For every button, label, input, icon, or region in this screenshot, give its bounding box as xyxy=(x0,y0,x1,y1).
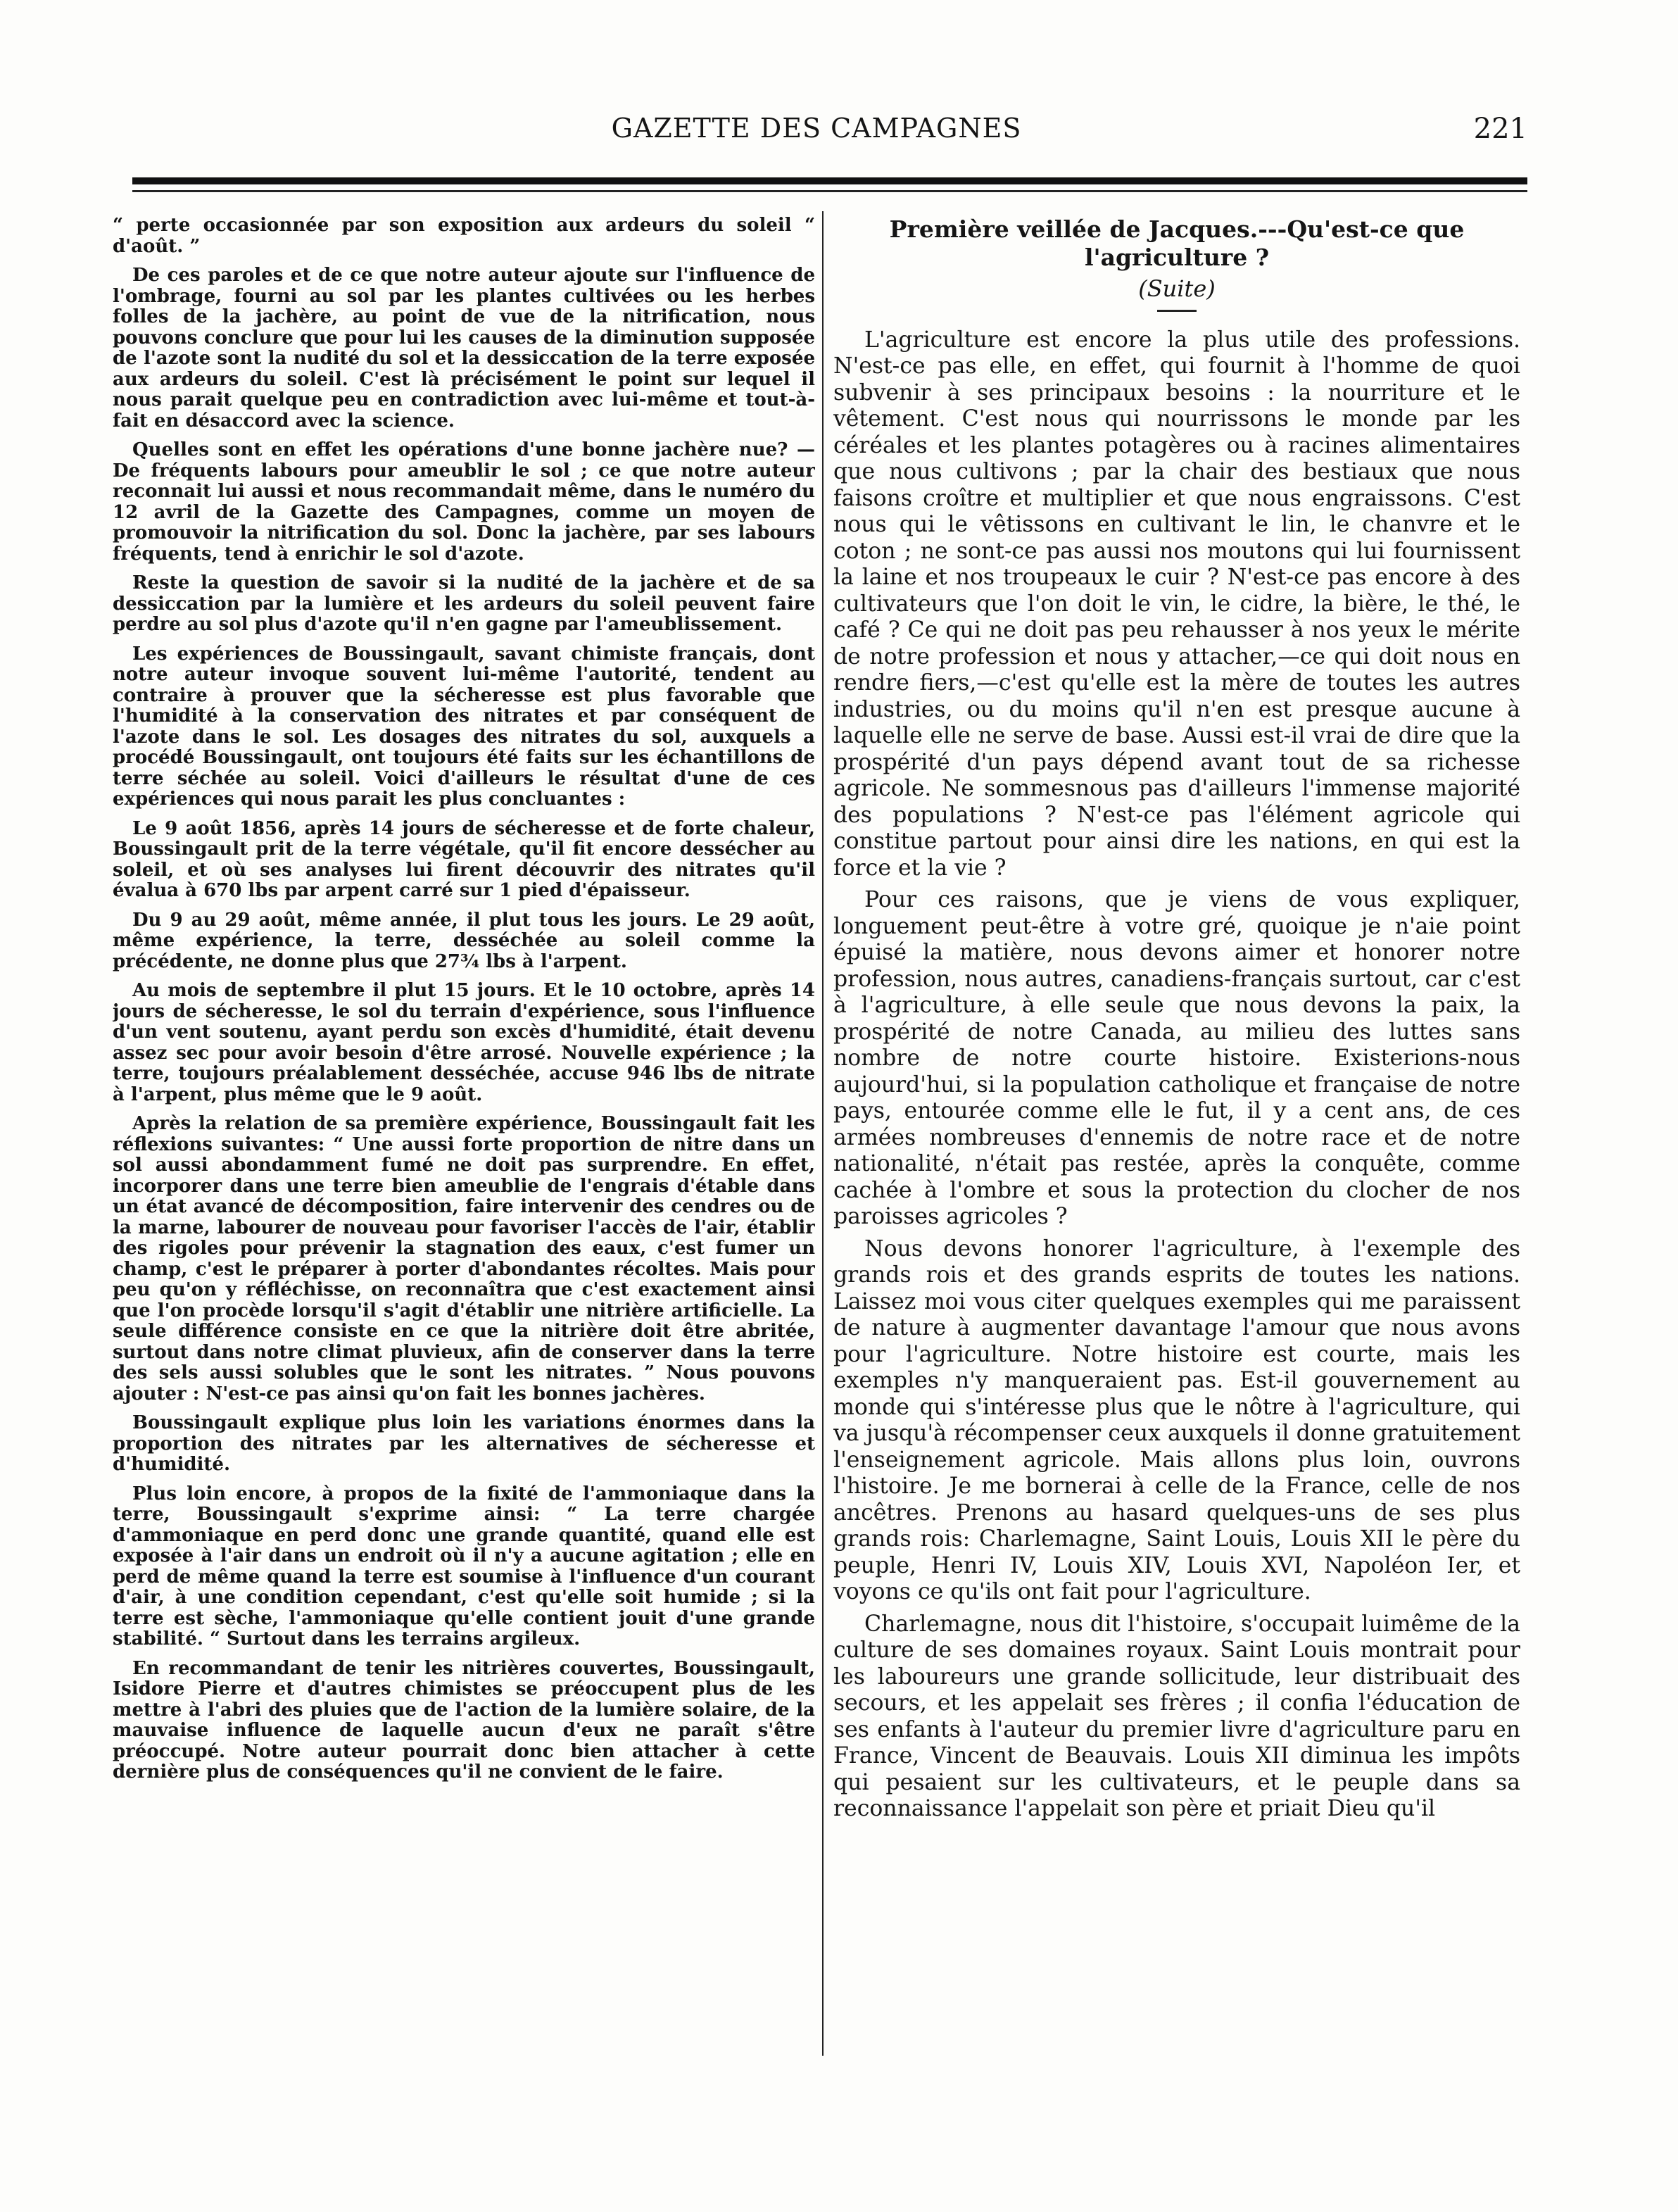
right-column xyxy=(833,215,1520,2187)
left-paragraph: Boussingault explique plus loin les variations énormes dans la proportion des nitrates par les alternatives de sécheresse et d'humidité. xyxy=(113,1412,815,1475)
left-paragraph: Du 9 au 29 août, même année, il plut tous les jours. Le 29 août, même expérience, la terre, desséchée au soleil comme la précédente, ne donne plus que 27¾ lbs à l'arpent. xyxy=(113,909,815,972)
right-paragraph: Pour ces raisons, que je viens de vous expliquer, longuement peut-être à votre gré, quoique je n'aie point épuisé la matière, nous devons aimer et honorer notre profession, nous autres, canadiens-français surtout, car c'est à l'agriculture, à elle seule que nous devons la paix, la prospérité de notre Canada, au milieu des luttes sans nombre de notre courte histoire. Existerions-nous aujourd'hui, si la population catholique et française de notre pays, entourée comme elle le fut, il y a cent ans, de ces armées nombreuses d'ennemis de notre race et de notre nationalité, n'était pas restée, après la conquête, comme cachée à l'ombre et sous la protection du clocher de nos paroisses agricoles ? xyxy=(833,887,1520,1229)
left-paragraph: Au mois de septembre il plut 15 jours. Et le 10 octobre, après 14 jours de sécheresse, le sol du terrain d'expérience, sous l'influence d'un vent soutenu, ayant perdu son excès d'humidité, était devenu assez sec pour avoir besoin d'être arrosé. Nouvelle expérience ; la terre, toujours préalablement desséchée, accuse 946 lbs de nitrate à l'arpent, plus même que le 9 août. xyxy=(113,980,815,1105)
left-paragraph: Les expériences de Boussingault, savant chimiste français, dont notre auteur invoque souvent lui-même l'autorité, tendent au contraire à prouver que la sécheresse est plus favorable que l'humidité à la conservation des nitrates et par conséquent de l'azote dans le sol. Les dosages des nitrates du sol, auxquels a procédé Boussingault, ont toujours été faits sur les échantillons de terre séchée au soleil. Voici d'ailleurs le résultat d'une de ces expériences qui nous parait les plus concluantes : xyxy=(113,643,815,810)
left-paragraph: Le 9 août 1856, après 14 jours de sécheresse et de forte chaleur, Boussingault prit de la terre végétale, qu'il fit encore dessécher au soleil, et où ses analyses lui firent découvrir des nitrates qu'il évalua à 670 lbs par arpent carré sur 1 pied d'épaisseur. xyxy=(113,817,815,901)
left-paragraph: “ perte occasionnée par son exposition aux ardeurs du soleil “ d'août. ” xyxy=(113,215,815,257)
article-subtitle: (Suite) xyxy=(1138,275,1216,302)
article-title: Première veillée de Jacques.---Qu'est-ce que l'agriculture ? xyxy=(889,215,1465,271)
left-paragraph: En recommandant de tenir les nitrières couvertes, Boussingault, Isidore Pierre et d'autres chimistes se préoccupent plus de les mettre à l'abri des pluies que de l'action de la lumière solaire, de la mauvaise influence de laquelle aucun d'eux ne paraît s'être préoccupé. Notre auteur pourrait donc bien attacher à cette dernière plus de conséquences qu'il ne convient de le faire. xyxy=(113,1657,815,1783)
left-paragraph: Reste la question de savoir si la nudité de la jachère et de sa dessiccation par la lumière et les ardeurs du soleil peuvent faire perdre au sol plus d'azote qu'il n'en gagne par l'ameublissement. xyxy=(113,572,815,635)
right-paragraph: Charlemagne, nous dit l'histoire, s'occupait luimême de la culture de ses domaines royaux. Saint Louis montrait pour les laboureurs une grande sollicitude, leur distribuait des secours, et les appelait ses frères ; il confia l'éducation de ses enfants à l'auteur du premier livre d'agriculture paru en France, Vincent de Beauvais. Louis XII diminua les impôts qui pesaient sur les cultivateurs, et le peuple dans sa reconnaissance l'appelait son père et priait Dieu qu'il xyxy=(833,1611,1520,1821)
left-paragraph: De ces paroles et de ce que notre auteur ajoute sur l'influence de l'ombrage, fourni au sol par les plantes cultivées ou les herbes folles de la jachère, au point de vue de la nitrification, nous pouvons conclure que pour lui les causes de la diminution supposée de l'azote sont la nudité du sol et la dessiccation de la terre exposée aux ardeurs du soleil. C'est là précisément le point sur lequel il nous parait quelque peu en contradiction avec lui-même et tout-à-fait en désaccord avec la science. xyxy=(113,265,815,432)
left-paragraph: Plus loin encore, à propos de la fixité de l'ammoniaque dans la terre, Boussingault s'exprime ainsi: “ La terre chargée d'ammoniaque en perd donc une grande quantité, quand elle est exposée à l'air dans un endroit où il n'y a aucune agitation ; elle en perd de même quand la terre est soumise à l'influence d'un courant d'air, à une condition cependant, c'est qu'elle soit humide ; si la terre est sèche, l'ammoniaque qu'elle contient jouit d'une grande stabilité. “ Surtout dans les terrains argileux. xyxy=(113,1483,815,1649)
right-paragraph: Nous devons honorer l'agriculture, à l'exemple des grands rois et des grands esprits de toutes les nations. Laissez moi vous citer quelques exemples qui me paraissent de nature à augmenter davantage l'amour que nous avons pour l'agriculture. Notre histoire est courte, mais les exemples n'y manqueraient pas. Est-il gouvernement au monde qui s'intéresse plus que le nôtre à l'agriculture, qui va jusqu'à récompenser ceux auxquels il donne gratuitement l'enseignement agricole. Mais allons plus loin, ouvrons l'histoire. Je me bornerai à celle de la France, celle de nos ancêtres. Prenons au hasard quelques-uns de ses plus grands rois: Charlemagne, Saint Louis, Louis XII le père du peuple, Henri IV, Louis XIV, Louis XVI, Napoléon Ier, et voyons ce qu'ils ont fait pour l'agriculture. xyxy=(833,1236,1520,1604)
left-paragraph: Après la relation de sa première expérience, Boussingault fait les réflexions suivantes: “ Une aussi forte proportion de nitre dans un sol aussi abondamment fumé ne doit pas surprendre. En effet, incorporer dans une terre bien ameublie de l'engrais d'étable dans un état avancé de décomposition, faire intervenir des cendres ou de la marne, labourer de nouveau pour favoriser l'accès de l'air, établir des rigoles pour prévenir la stagnation des eaux, c'est fumer un champ, c'est le préparer à porter d'abondantes récoltes. Mais pour peu qu'on y réfléchisse, on reconnaîtra que c'est exactement ainsi que l'on procède lorsqu'il s'agit d'établir une nitrière artificielle. La seule différence consiste en ce que la nitrière doit être abritée, surtout dans notre climat pluvieux, afin de conserver dans la terre des sels aussi solubles que le sont les nitrates. ” Nous pouvons ajouter : N'est-ce pas ainsi qu'on fait les bonnes jachères. xyxy=(113,1113,815,1405)
title-dash xyxy=(1157,310,1197,312)
page-header xyxy=(106,106,1527,148)
running-title: GAZETTE DES CAMPAGNES xyxy=(611,113,1022,144)
right-paragraph: L'agriculture est encore la plus utile des professions. N'est-ce pas elle, en effet, qui fournit à l'homme de quoi subvenir à ses principaux besoins : la nourriture et le vêtement. C'est nous qui nourrissons le monde par les céréales et les plantes potagères ou à racines alimentaires que nous cultivons ; par la chair des bestiaux que nous faisons croître et multiplier et que nous engraissons. C'est nous qui le vêtissons en cultivant le lin, le chanvre et le coton ; ne sont-ce pas aussi nos moutons qui lui fournissent la laine et nos troupeaux le cuir ? N'est-ce pas encore à des cultivateurs que l'on doit le vin, le cidre, la bière, le thé, le café ? Ce qui ne doit pas peu rehausser à nos yeux le mérite de notre profession et nous y attacher,—ce qui doit nous en rendre fiers,—c'est qu'elle est la mère de toutes les autres industries, ou du moins qu'il n'en est presque aucune à laquelle elle ne serve de base. Aussi est-il vrai de dire que la prospérité d'un pays dépend avant tout de sa richesse agricole. Ne sommesnous pas d'ailleurs l'immense majorité des populations ? N'est-ce pas l'élément agricole qui constitue partout pour ainsi dire les nations, en qui est la force et la vie ? xyxy=(833,327,1520,881)
header-rule-thin xyxy=(132,190,1527,192)
column-divider xyxy=(822,211,824,2056)
left-column xyxy=(113,215,815,2187)
header-rule-thick xyxy=(132,177,1527,184)
page-number: 221 xyxy=(1473,113,1527,145)
left-paragraph: Quelles sont en effet les opérations d'une bonne jachère nue? —De fréquents labours pour ameublir le sol ; ce que notre auteur reconnait lui aussi et nous recommandait même, dans le numéro du 12 avril de la Gazette des Campagnes, comme un moyen de promouvoir la nitrification du sol. Donc la jachère, par ses labours fréquents, tend à enrichir le sol d'azote. xyxy=(113,439,815,565)
